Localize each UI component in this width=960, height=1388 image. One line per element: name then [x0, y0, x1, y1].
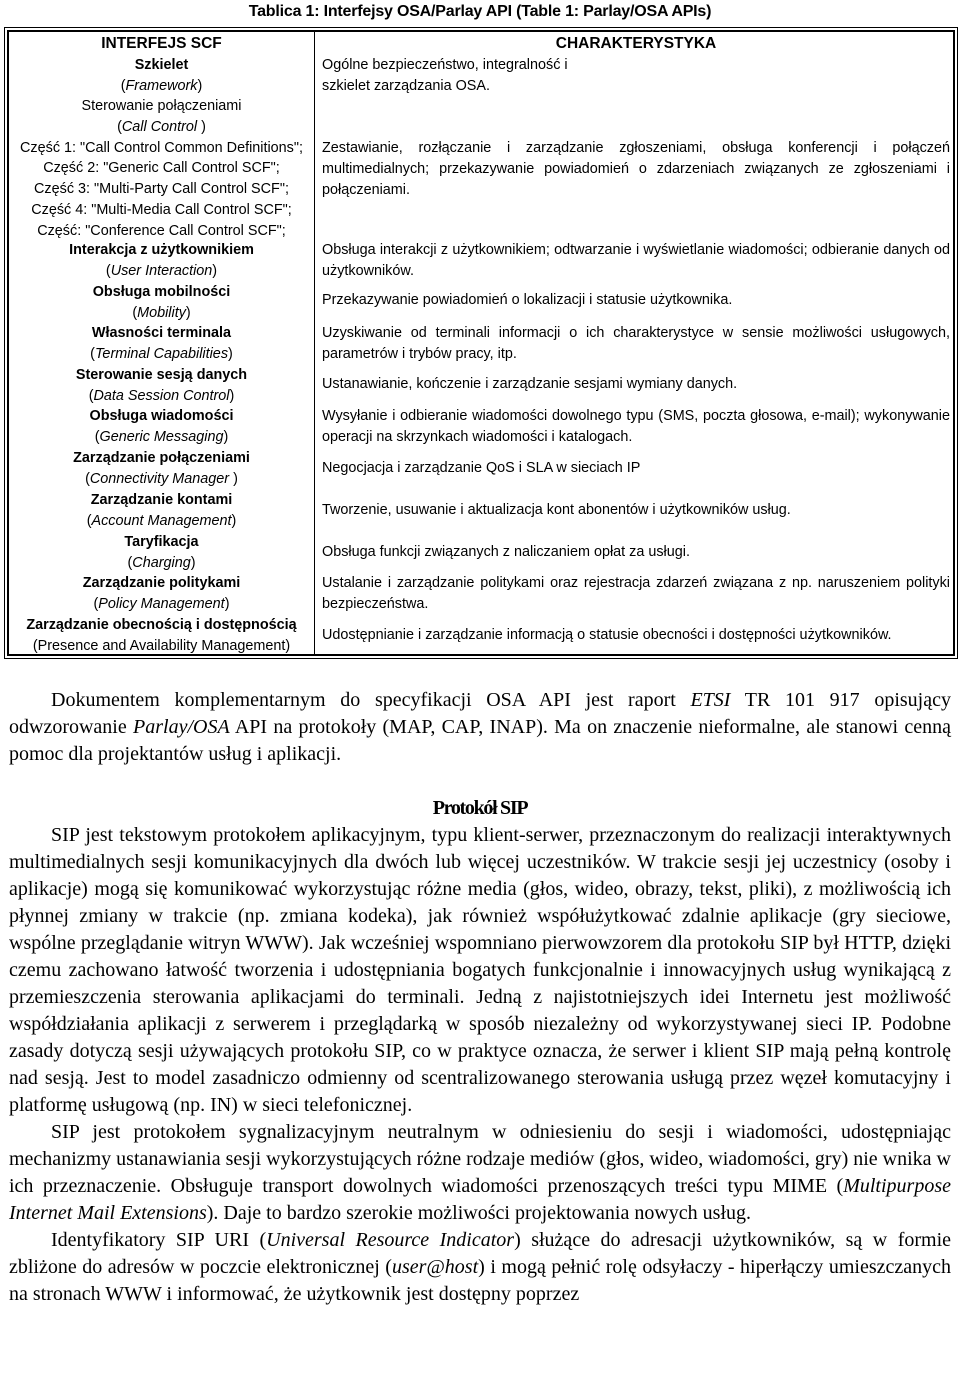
- etsi-term: ETSI: [690, 689, 731, 711]
- interface-name: Zarządzanie kontami: [90, 492, 233, 508]
- call-control-part: Część 3: "Multi-Party Call Control SCF";: [34, 181, 289, 198]
- table-row-description: Wysyłanie i odbieranie wiadomości dowolnego typu (SMS, poczta głosowa, e-mail); wykonywanie operacji na skrzynkach wiadomości i katalogach.: [322, 408, 950, 445]
- osa-parlay-table: [7, 30, 955, 656]
- table-row-name: Zarządzanie połączeniami (Connectivity Manager ): [73, 450, 250, 487]
- interface-english: Account Management: [91, 512, 232, 529]
- sip-paragraph-2: SIP jest protokołem sygnalizacyjnym neutralnym w odniesieniu do sesji i wiadomości, udostępniając mechanizmy ustanawiania sesji wykorzystujących różne rodzaje mediów (głos, wideo, wiadomości, gry) nie wnika w ich przeznaczenie. Obsługuje transport dowolnych wiadomości przenoszących treści typu MIME (Multipurpose Internet Mail Extensions). Daje to bardzo szerokie możliwości projektowania nowych usług.: [9, 1121, 951, 1224]
- sip-paragraph-1: SIP jest tekstowym protokołem aplikacyjnym, typu klient-serwer, przeznaczonym do realizacji interaktywnych multimedialnych sesji komunikacyjnych dla dwóch lub więcej uczestników. W trakcie sesji jej uczestnicy (osoby i aplikacje) mogą się komunikować wykorzystując różne media (głos, wideo, obrazy, tekst, pliki), z możliwością ich płynnej zmiany w trakcie (np. zmiana kodeka), jak również współużytkować zdalnie aplikacje (gry sieciowe, wspólne przeglądanie witryn WWW). Jak wcześniej wspomniano pierwowzorem dla protokołu SIP był HTTP, dzięki czemu zachowano łatwość tworzenia i udostępniania bogatych funkcjonalnie i innowacyjnych usług wynikającą z przemieszczenia sterowania aplikacjami do terminali. Jedną z najistotniejszych idei Internetu jest możliwość współdziałania aplikacji z serwerem i przeglądarką w sposób niezależny od wykorzystywanej sieci IP. Podobne zasady dotyczą sesji używających protokołu SIP, co w praktyce oznacza, że serwer i klient SIP mają pełną kontrolę nad sesją. Jest to model zasadniczo odmienny od scentralizowanego sterowania usługą przez węzeł komutacyjny i platformę usługową (np. IN) w sieci telefonicznej.: [9, 824, 951, 1116]
- interface-name: Sterowanie połączeniami: [81, 98, 242, 114]
- interface-name: Własności terminala: [91, 325, 232, 341]
- interface-english: Terminal Capabilities: [94, 345, 229, 362]
- interface-name: Zarządzanie obecnością i dostępnością: [26, 617, 297, 633]
- header-characteristics: CHARAKTERYSTYKA: [555, 35, 717, 52]
- table-row-name: Interakcja z użytkownikiem (User Interaction): [69, 242, 254, 279]
- section-heading-sip: Protokół SIP: [432, 797, 528, 819]
- call-control-part: Część 2: "Generic Call Control SCF";: [43, 160, 280, 177]
- call-control-part: Część: "Conference Call Control SCF";: [37, 222, 286, 239]
- table-row-name: Własności terminala (Terminal Capabilities): [90, 325, 233, 362]
- table-row-name: Zarządzanie politykami (Policy Management): [82, 575, 241, 612]
- table-row-name: Zarządzanie obecnością i dostępnością (Presence and Availability Management): [26, 617, 297, 654]
- table-row-name: Sterowanie połączeniami (Call Control ) Część 1: "Call Control Common Definitions"; Część 2: "Generic Call Control SCF"; Część 3: "Multi-Party Call Control SCF"; Część 4: "Multi-Media Call Control SCF"; Część: "Conference Call Control SCF";: [9, 96, 314, 242]
- call-control-part: Część 4: "Multi-Media Call Control SCF";: [31, 201, 292, 218]
- interface-english: Call Control: [121, 118, 202, 135]
- interface-name: Zarządzanie połączeniami: [73, 450, 250, 466]
- interface-name: Interakcja z użytkownikiem: [69, 242, 254, 258]
- table-row-name: Taryfikacja (Charging): [124, 534, 199, 571]
- header-scf-interface: INTERFEJS SCF: [101, 35, 222, 52]
- table-row-name: Obsługa mobilności (Mobility): [92, 284, 231, 321]
- user-host-term: user@host: [391, 1256, 479, 1278]
- table-caption: Tablica 1: Interfejsy OSA/Parlay API (Table 1: Parlay/OSA APIs): [248, 3, 712, 20]
- parlay-term: Parlay/OSA: [133, 716, 230, 738]
- table-row-name: Zarządzanie kontami (Account Management): [86, 492, 237, 529]
- table-row-name: Obsługa wiadomości (Generic Messaging): [89, 408, 234, 445]
- table-row-description: Tworzenie, usuwanie i aktualizacja kont abonentów i użytkowników usług.: [322, 502, 791, 518]
- table-row-description: Negocjacja i zarządzanie QoS i SLA w sieciach IP: [322, 460, 641, 476]
- interface-english: Mobility: [137, 304, 186, 321]
- interface-english: Presence and Availability Management: [37, 637, 286, 654]
- osa-complement-paragraph: Dokumentem komplementarnym do specyfikacji OSA API jest raport ETSI TR 101 917 opisujący odwzorowanie Parlay/OSA API na protokoły (MAP, CAP, INAP). Ma on znaczenie nieformalne, ale stanowi cenną pomoc dla projektantów usług i aplikacji.: [9, 689, 952, 765]
- interface-english: Policy Management: [98, 595, 225, 612]
- interface-english: Framework: [125, 77, 198, 94]
- table-row-name: Szkielet (Framework): [120, 57, 203, 94]
- table-row-description: Zestawianie, rozłączanie i zarządzanie zgłoszeniami, obsługa konferencji i połączeń multimedialnych; przekazywanie powiadomień o zdarzeniach związanych ze zgłoszeniami i połączeniami.: [322, 140, 950, 198]
- interface-name: Obsługa mobilności: [92, 284, 231, 300]
- call-control-part: Część 1: "Call Control Common Definitions";: [20, 139, 303, 156]
- interface-name: Sterowanie sesją danych: [75, 367, 248, 383]
- table-row-description: Ustanawianie, kończenie i zarządzanie sesjami wymiany danych.: [322, 376, 738, 392]
- column-divider: [314, 32, 315, 654]
- interface-name: Taryfikacja: [124, 534, 199, 550]
- mime-term: Multipurpose Internet Mail Extensions: [9, 1175, 951, 1224]
- interface-english: Data Session Control: [93, 387, 230, 404]
- interface-name: Szkielet: [134, 57, 189, 73]
- interface-english: Connectivity Manager: [89, 470, 234, 487]
- table-row-description: Uzyskiwanie od terminali informacji o ich charakterystyce w sensie możliwości usługowych, parametrów i trybów pracy, itp.: [322, 325, 950, 362]
- uri-term: Universal Resource Indicator: [266, 1229, 515, 1251]
- sip-paragraph-3: Identyfikatory SIP URI (Universal Resource Indicator) służące do adresacji użytkowników, są w formie zbliżone do adresów w poczcie elektronicznej (user@host) i mogą pełnić rolę odsyłaczy - hiperłączy umieszczanych na stronach WWW i informować, że użytkownik jest dostępny poprzez: [9, 1229, 952, 1305]
- interface-english: Charging: [132, 554, 191, 571]
- table-row-name: Sterowanie sesją danych (Data Session Control): [75, 367, 248, 404]
- table-row-description: Ustalanie i zarządzanie politykami oraz rejestracja zdarzeń związana z np. naruszeniem polityki bezpieczeństwa.: [322, 575, 950, 612]
- sip-section-body: [9, 822, 951, 1308]
- interface-name: Obsługa wiadomości: [89, 408, 234, 424]
- interface-english: Generic Messaging: [99, 428, 224, 445]
- interface-name: Zarządzanie politykami: [82, 575, 241, 591]
- interface-english: User Interaction: [110, 262, 213, 279]
- table-row-description: Udostępnianie i zarządzanie informacją o statusie obecności i dostępności użytkowników.: [322, 627, 892, 643]
- table-row-description: Przekazywanie powiadomień o lokalizacji i statusie użytkownika.: [322, 292, 733, 308]
- table-row-description: Obsługa interakcji z użytkownikiem; odtwarzanie i wyświetlanie wiadomości; odbieranie danych od użytkowników.: [322, 242, 950, 279]
- table-row-description: Obsługa funkcji związanych z naliczaniem opłat za usługi.: [322, 544, 690, 560]
- table-row-description: Ogólne bezpieczeństwo, integralność i szkielet zarządzania OSA.: [322, 57, 568, 94]
